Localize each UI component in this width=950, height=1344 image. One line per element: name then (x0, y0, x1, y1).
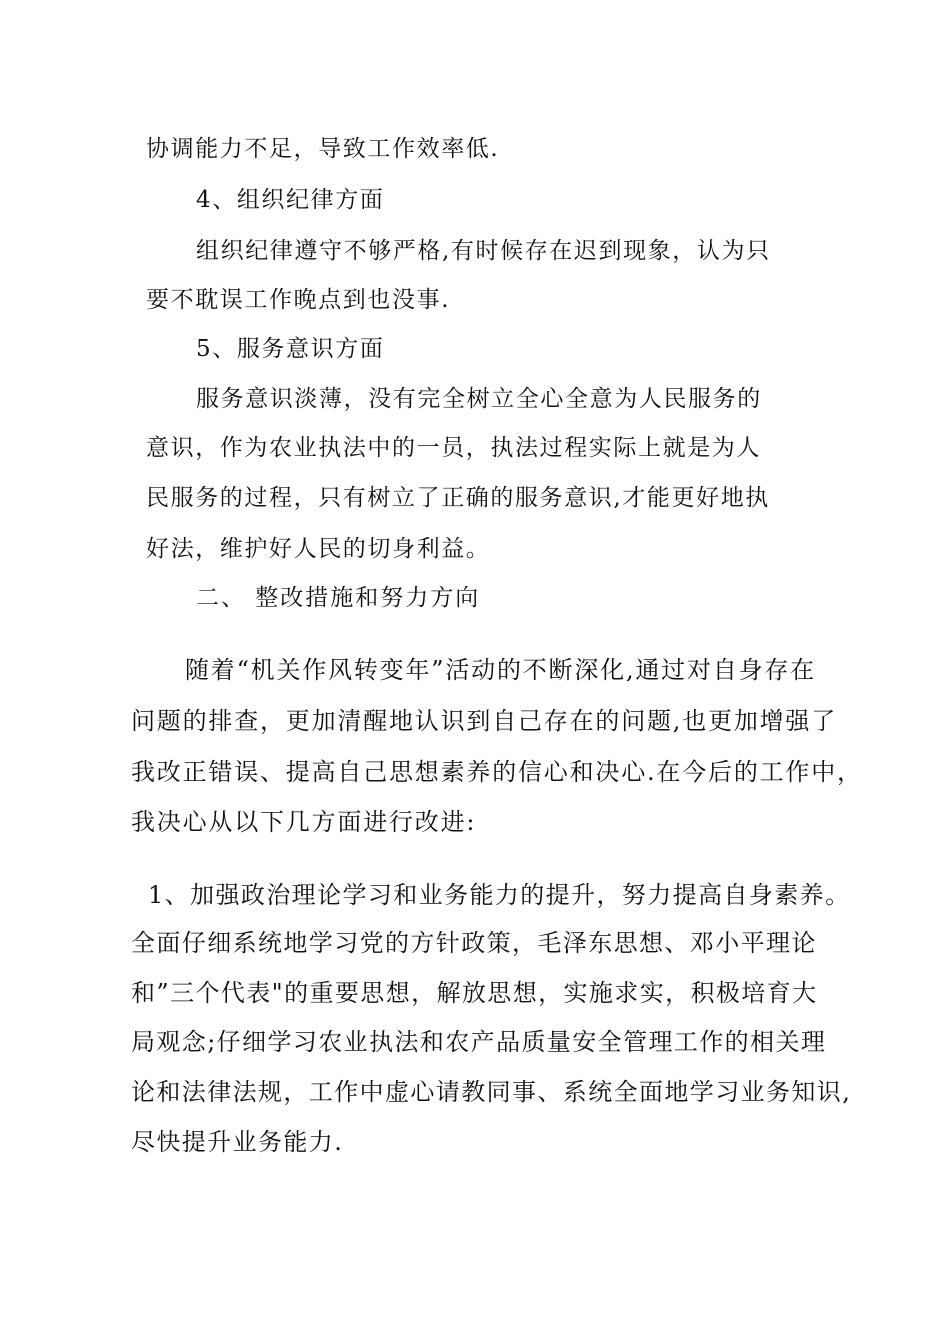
text-line: 全面仔细系统地学习党的方针政策，毛泽东思想、邓小平理论 (131, 929, 817, 957)
text-line: 局观念;仔细学习农业执法和农产品质量安全管理工作的相关理 (131, 1028, 827, 1056)
text-line: 组织纪律遵守不够严格,有时候存在迟到现象，认为只 (196, 238, 771, 264)
text-line: 论和法律法规，工作中虚心请教同事、系统全面地学习业务知识, (131, 1078, 852, 1106)
text-line: 意识，作为农业执法中的一员，执法过程实际上就是为人 (146, 435, 761, 461)
section-heading-service: 5、服务意识方面 (196, 336, 385, 362)
text-line: 协调能力不足，导致工作效率低. (146, 136, 500, 162)
text-line: 我决心从以下几方面进行改进: (131, 808, 477, 836)
text-line: 好法，维护好人民的切身利益。 (146, 536, 491, 562)
text-line: 我改正错误、提高自己思想素养的信心和决心.在今后的工作中， (131, 758, 863, 786)
section-heading-discipline: 4、组织纪律方面 (196, 187, 385, 213)
text-line: 问题的排查，更加清醒地认识到自己存在的问题,也更加增强了 (131, 707, 838, 735)
section-heading-rectification: 二、 整改措施和努力方向 (196, 585, 481, 611)
text-line: 民服务的过程，只有树立了正确的服务意识,才能更好地执 (146, 485, 770, 511)
text-line: 尽快提升业务能力. (131, 1128, 344, 1156)
text-line: 要不耽误工作晚点到也没事. (146, 287, 451, 313)
text-line: 和”三个代表"的重要思想，解放思想，实施求实，积极培育大 (131, 979, 818, 1007)
text-line: 1、加强政治理论学习和业务能力的提升，努力提高自身素养。 (148, 881, 851, 909)
text-line: 随着“机关作风转变年”活动的不断深化,通过对自身存在 (185, 656, 816, 684)
text-line: 服务意识淡薄，没有完全树立全心全意为人民服务的 (196, 386, 762, 412)
